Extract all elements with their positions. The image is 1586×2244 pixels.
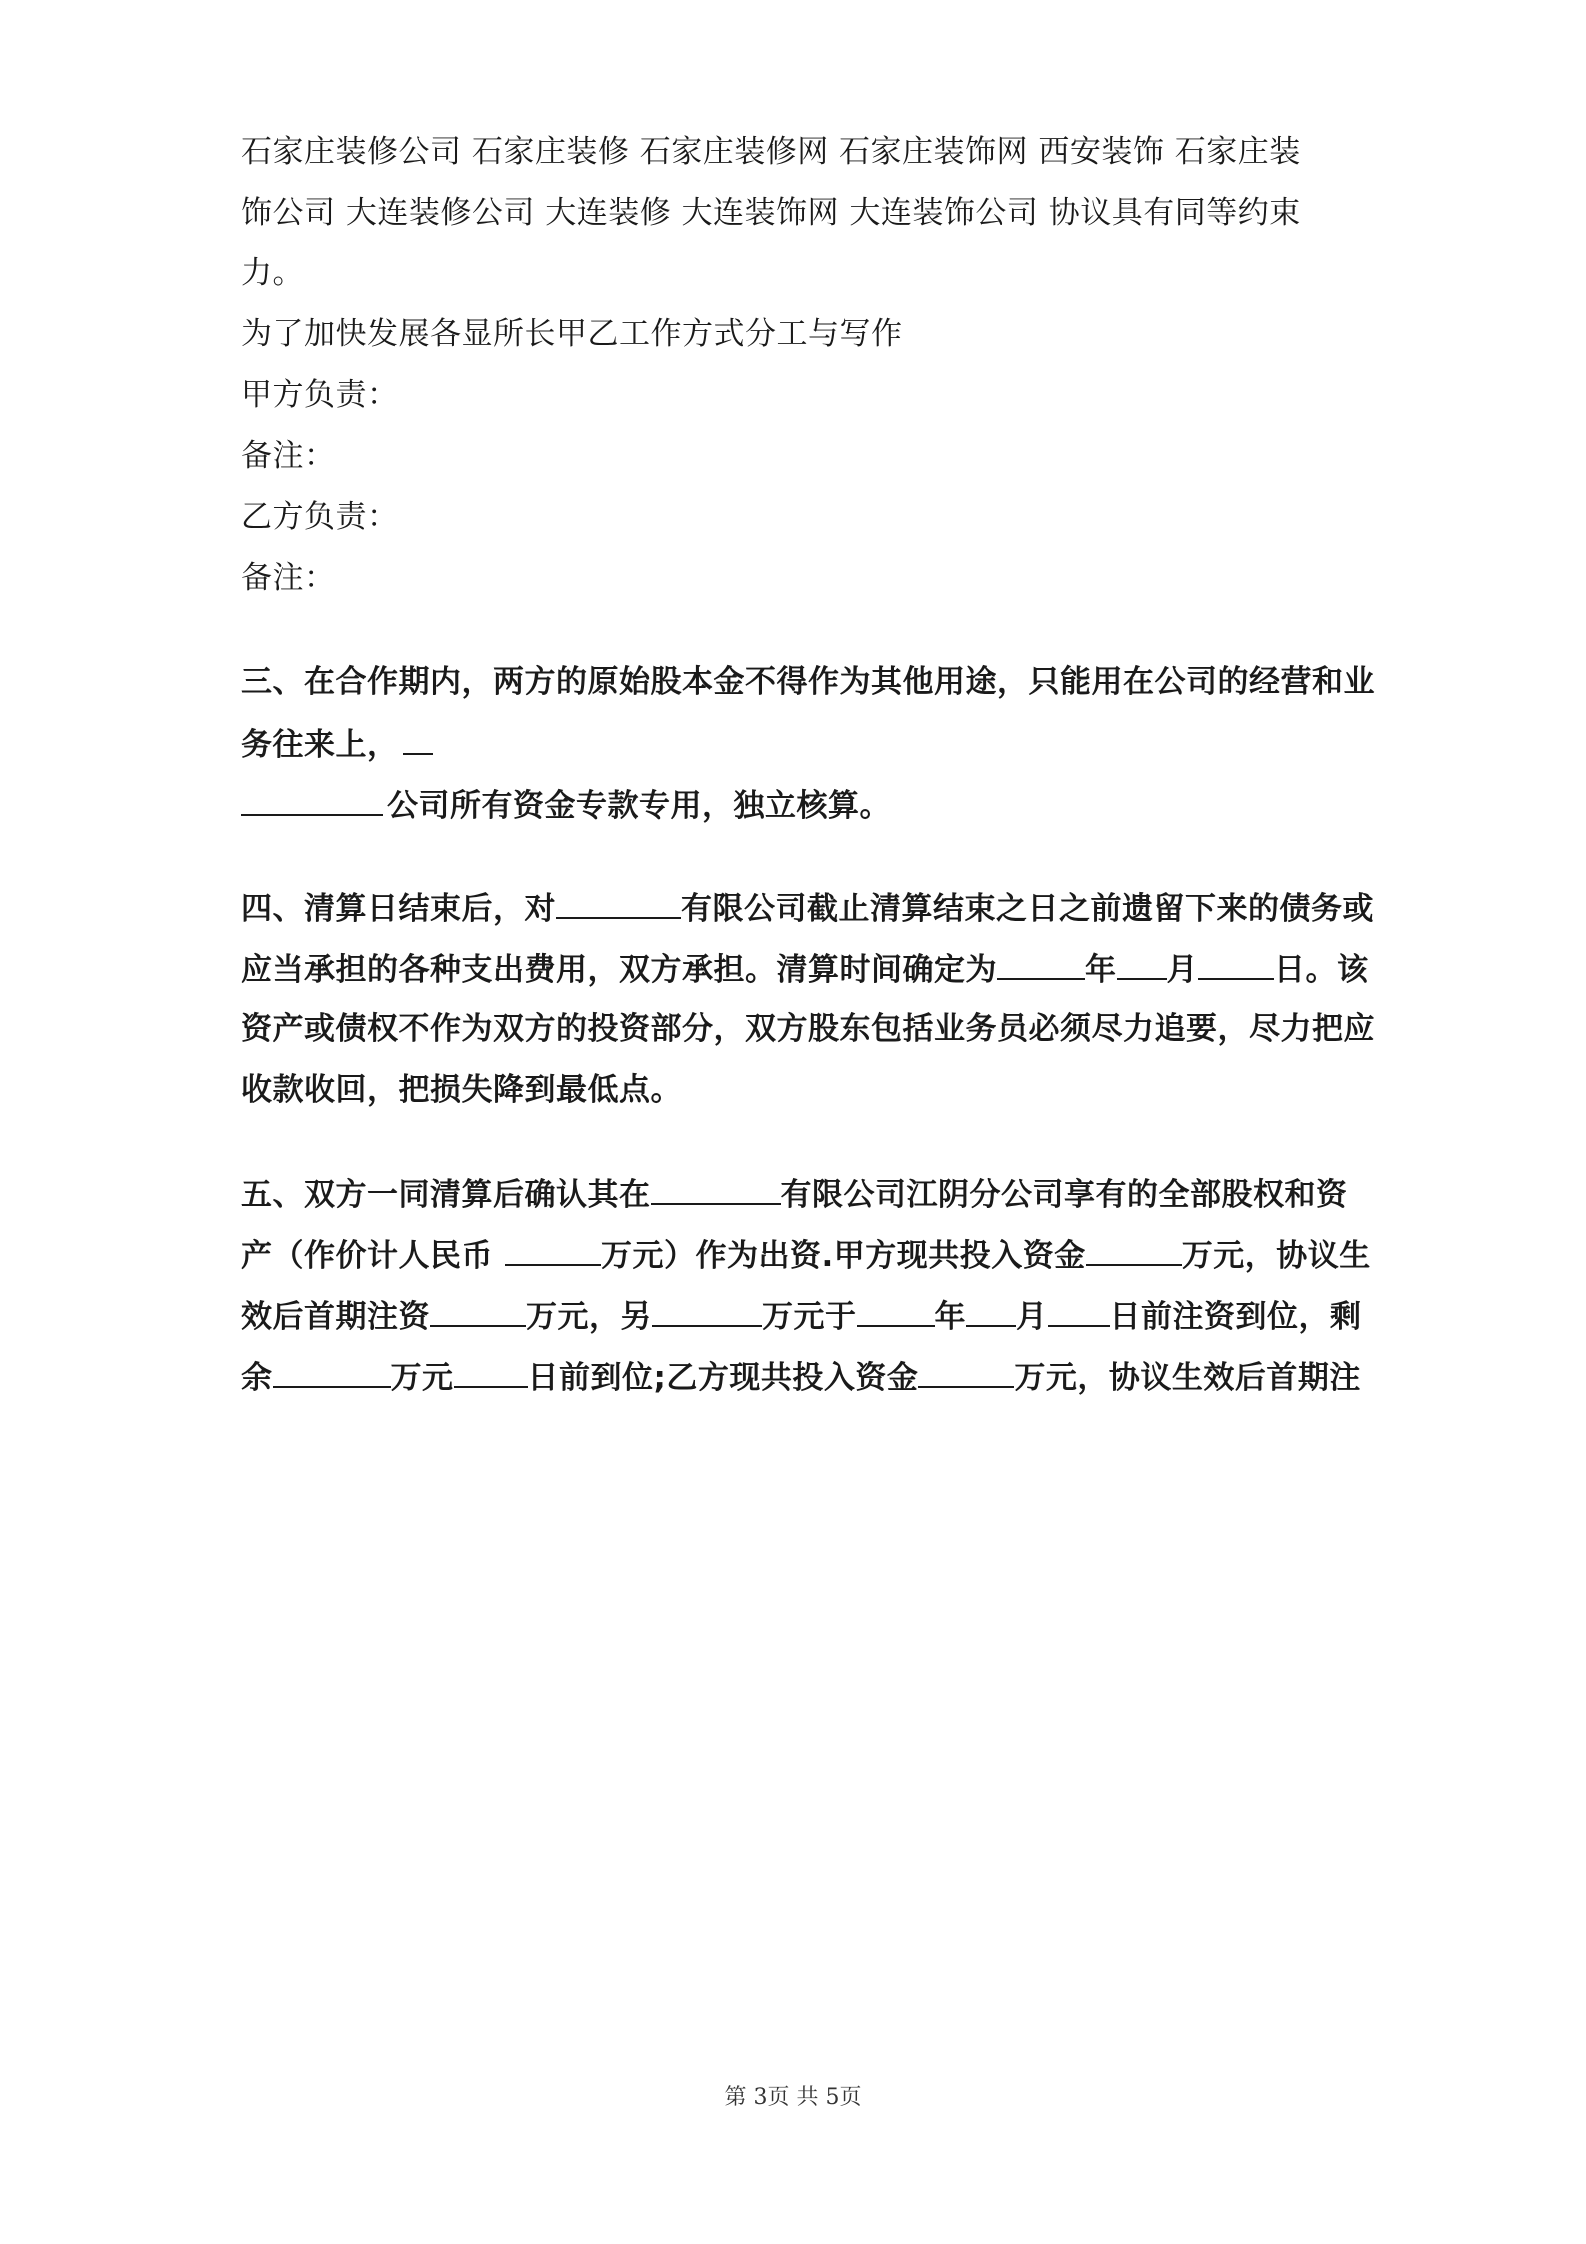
blank-field (556, 887, 681, 919)
section4-line4: 收款收回，把损失降到最低点。 (241, 1072, 682, 1108)
section5-line1 (241, 1173, 1361, 1215)
section4-line3: 资产或债权不作为双方的投资部分，双方股东包括业务员必须尽力追要，尽力把应 (241, 1011, 1375, 1047)
note-a-label: 备注： (241, 438, 336, 474)
section5-text: 万元，另 (526, 1299, 652, 1335)
section3-line2-text: 务往来上， (241, 727, 399, 763)
section5-text: 余 (241, 1360, 273, 1396)
section5-text: 万元，协议生效后首期注 (1014, 1360, 1361, 1396)
section3-line3 (241, 784, 1361, 826)
section4-text: 应当承担的各种支出费用，双方承担。清算时间确定为 (241, 952, 997, 988)
blank-field (1048, 1295, 1110, 1327)
blank-field (403, 723, 433, 755)
note-b-label: 备注： (241, 560, 336, 596)
section3-line3-text: 公司所有资金专款专用，独立核算。 (387, 788, 891, 824)
blank-field (966, 1295, 1016, 1327)
blank-field (430, 1295, 526, 1327)
para1-line2: 饰公司 大连装修公司 大连装修 大连装饰网 大连装饰公司 协议具有同等约束 (241, 195, 1301, 231)
section5-text: 万元，协议生 (1181, 1238, 1371, 1274)
blank-field (918, 1356, 1014, 1388)
section5-line3 (241, 1295, 1361, 1337)
blank-field (652, 1295, 762, 1327)
para1-line3: 力。 (241, 255, 304, 291)
section5-text: 万元）作为出资.甲方现共投入资金 (601, 1238, 1086, 1274)
section5-text: 产（作价计人民币 (241, 1238, 493, 1274)
section5-text: 效后首期注资 (241, 1299, 430, 1335)
section5-text: 日前到位;乙方现共投入资金 (527, 1360, 919, 1396)
section5-line4 (241, 1356, 1361, 1398)
blank-field (505, 1234, 601, 1266)
blank-field (1117, 948, 1167, 980)
section5-text: 万元于 (762, 1299, 857, 1335)
section5-text: 月 (1016, 1299, 1048, 1335)
section5-line2 (241, 1234, 1371, 1276)
section4-text: 四、清算日结束后，对 (241, 891, 556, 927)
section5-text: 五、双方一同清算后确认其在 (241, 1177, 651, 1213)
blank-field (273, 1356, 391, 1388)
blank-field (454, 1356, 528, 1388)
para2: 为了加快发展各显所长甲乙工作方式分工与写作 (241, 316, 903, 352)
party-b-label: 乙方负责： (241, 499, 399, 535)
para1-line1: 石家庄装修公司 石家庄装修 石家庄装修网 石家庄装饰网 西安装饰 石家庄装 (241, 134, 1301, 170)
section4-text: 有限公司截止清算结束之日之前遗留下来的债务或 (681, 891, 1374, 927)
section4-text: 年 (1085, 952, 1117, 988)
blank-field (997, 948, 1085, 980)
section5-text: 万元 (390, 1360, 454, 1396)
blank-field (857, 1295, 935, 1327)
section4-line2 (241, 948, 1369, 990)
blank-field (1198, 948, 1274, 980)
section3-line2 (241, 723, 1361, 765)
section3-line1: 三、在合作期内，两方的原始股本金不得作为其他用途，只能用在公司的经营和业 (241, 664, 1375, 700)
party-a-label: 甲方负责： (241, 377, 399, 413)
blank-field (651, 1173, 781, 1205)
page-footer: 第 3页 共 5页 (724, 2085, 862, 2110)
section5-text: 年 (934, 1299, 966, 1335)
section4-text: 日。该 (1274, 952, 1369, 988)
blank-field (241, 784, 383, 816)
section4-line1 (241, 887, 1374, 929)
blank-field (1086, 1234, 1182, 1266)
section5-text: 有限公司江阴分公司享有的全部股权和资 (780, 1177, 1348, 1213)
section5-text: 日前注资到位，剩 (1109, 1299, 1362, 1335)
section4-text: 月 (1166, 952, 1198, 988)
